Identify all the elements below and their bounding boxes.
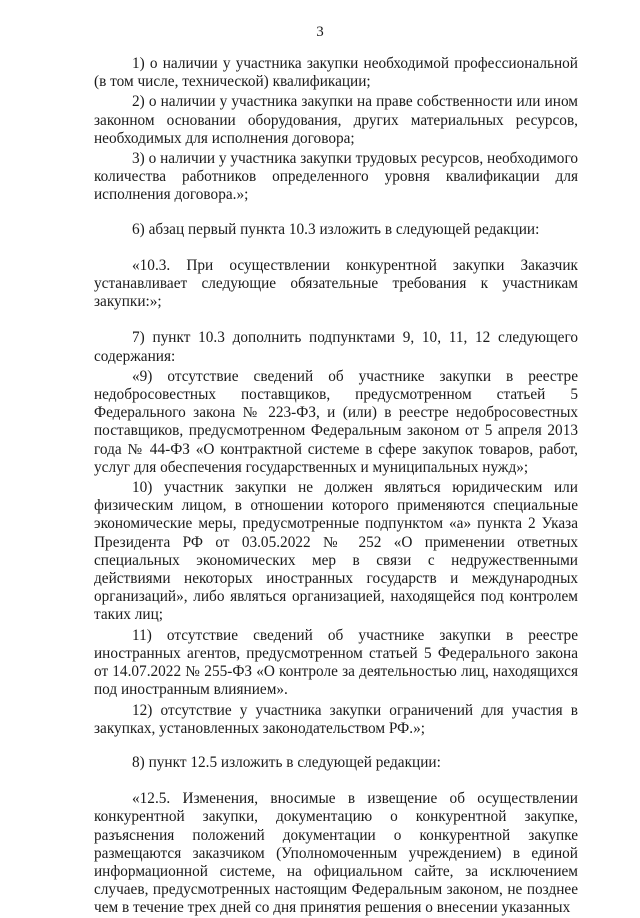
paragraph-item-7: 7) пункт 10.3 дополнить подпунктами 9, 10, 11, 12 следующего содержания: [94, 329, 578, 365]
page-number: 3 [316, 24, 324, 40]
paragraph-subitem-10: 10) участник закупки не должен являться юридическим или физическим лицом, в отношении которого применяются специальные экономические меры, предусмотренные подпунктом «а» пункта 2 Указа Президента РФ от 03.05.2022 № 252 «О применении ответных специальных экономических мер в связи с недружественными действиями некоторых иностранных государств и международных организаций», либо являться организацией, находящейся под контролем таких лиц; [94, 479, 578, 624]
paragraph-subitem-9: «9) отсутствие сведений об участнике закупки в реестре недобросовестных поставщиков, предусмотренном статьей 5 Федерального закона № 223-ФЗ, и (или) в реестре недобросовестных поставщиков, предусмотренном Федеральным законом от 5 апреля 2013 года № 44-ФЗ «О контрактной системе в сфере закупок товаров, работ, услуг для обеспечения государственных и муниципальных нужд»; [94, 367, 578, 476]
paragraph-12-5-quote: «12.5. Изменения, вносимые в извещение об осуществлении конкурентной закупки, документацию о конкурентной закупке, разъяснения положений документации о конкурентной закупке размещаются заказчиком (Уполномоченным учреждением) в единой информационной системе, на официальном сайте, за исключением случаев, предусмотренных настоящим Федеральным законом, не позднее чем в течение трех дней со дня принятия решения о внесении указанных [94, 790, 578, 917]
paragraph-item-8: 8) пункт 12.5 изложить в следующей редакции: [132, 753, 441, 771]
paragraph-item-2: 2) о наличии у участника закупки на праве собственности или ином законном основании оборудования, других материальных ресурсов, необходимых для исполнения договора; [94, 93, 578, 147]
document-body [94, 55, 578, 918]
paragraph-subitem-12: 12) отсутствие у участника закупки ограничений для участия в закупках, установленных законодательством РФ.»; [94, 701, 578, 737]
paragraph-item-1: 1) о наличии у участника закупки необходимой профессиональной (в том числе, технической) квалификации; [94, 55, 578, 91]
paragraph-subitem-11: 11) отсутствие сведений об участнике закупки в реестре иностранных агентов, предусмотренном статьей 5 Федерального закона от 14.07.2022 № 255-ФЗ «О контроле за деятельностью лиц, находящихся под иностранным влиянием». [94, 626, 578, 699]
paragraph-item-6: 6) абзац первый пункта 10.3 изложить в следующей редакции: [132, 220, 540, 238]
paragraph-10-3-quote: «10.3. При осуществлении конкурентной закупки Заказчик устанавливает следующие обязательные требования к участникам закупки:»; [94, 256, 578, 311]
paragraph-item-3: 3) о наличии у участника закупки трудовых ресурсов, необходимого количества работников определенного уровня квалификации для исполнения договора.»; [94, 150, 578, 204]
